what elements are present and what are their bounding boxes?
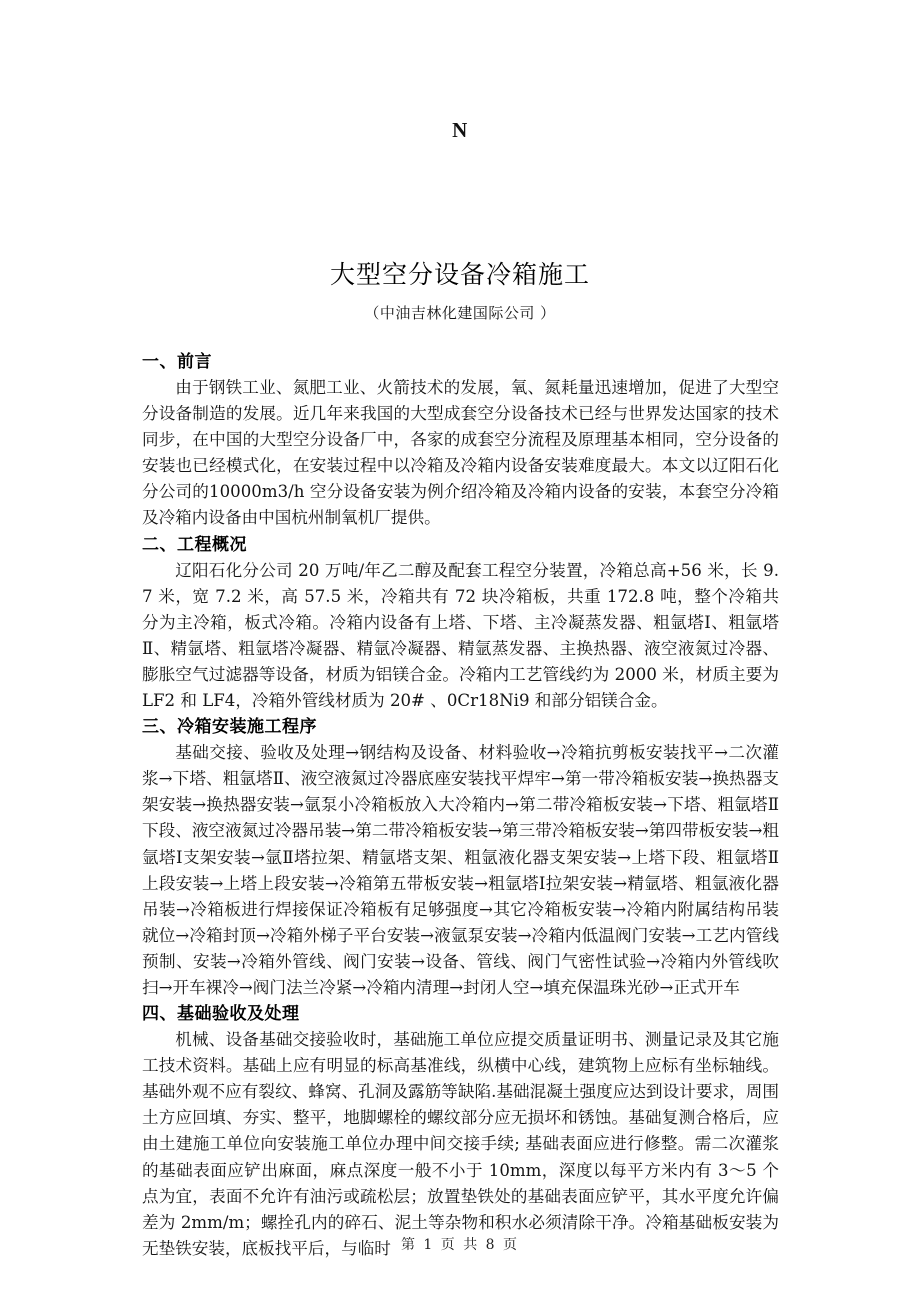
section-paragraph-3: 基础交接、验收及处理→钢结构及设备、材料验收→冷箱抗剪板安装找平→二次灌浆→下塔、粗氩塔Ⅱ、液空液氮过冷器底座安装找平焊牢→第一带冷箱板安装→换热器支架安装→换热器安装→氩泵小冷箱板放入大冷箱内→第二带冷箱板安装→下塔、粗氩塔Ⅱ下段、液空液氮过冷器吊装→第二带冷箱板安装→第三带冷箱板安装→第四带板安装→粗氩塔Ⅰ支架安装→氩Ⅱ塔拉架、精氩塔支架、粗氩液化器支架安装→上塔下段、粗氩塔Ⅱ上段安装→上塔上段安装→冷箱第五带板安装→粗氩塔Ⅰ拉架安装→精氩塔、粗氩液化器吊装→冷箱板进行焊接保证冷箱板有足够强度→其它冷箱板安装→冷箱内附属结构吊装就位→冷箱封顶→冷箱外梯子平台安装→液氩泵安装→冷箱内低温阀门安装→工艺内管线预制、安装→冷箱外管线、阀门安装→设备、管线、阀门气密性试验→冷箱内外管线吹扫→开车裸冷→阀门法兰冷紧→冷箱内清理→封闭人空→填充保温珠光砂→正式开车 xyxy=(142,743,779,997)
document-body xyxy=(142,349,779,1262)
section-paragraph-4: 机械、设备基础交接验收时，基础施工单位应提交质量证明书、测量记录及其它施工技术资料。基础上应有明显的标高基准线，纵横中心线，建筑物上应标有坐标轴线。基础外观不应有裂纹、蜂窝、孔洞及露筋等缺陷.基础混凝土强度应达到设计要求，周围土方应回填、夯实、整平，地脚螺栓的螺纹部分应无损坏和锈蚀。基础复测合格后，应由土建施工单位向安装施工单位办理中间交接手续; 基础表面应进行修整。需二次灌浆的基础表面应铲出麻面，麻点深度一般不小于 10mm，深度以每平方米内有 3～5 个点为宜，表面不允许有油污或疏松层；放置垫铁处的基础表面应铲平，其水平度允许偏差为 2mm/m；螺拴孔内的碎石、泥土等杂物和积水必须清除干净。冷箱基础板安装为无垫铁安装，底板找平后，与临时 xyxy=(142,1030,779,1258)
section-paragraph-1: 由于钢铁工业、氮肥工业、火箭技术的发展，氧、氮耗量迅速增加，促进了大型空分设备制造的发展。近几年来我国的大型成套空分设备技术已经与世界发达国家的技术同步，在中国的大型空分设备厂中，各家的成套空分流程及原理基本相同，空分设备的安装也已经模式化，在安装过程中以冷箱及冷箱内设备安装难度最大。本文以辽阳石化分公司的10000m3/h 空分设备安装为例介绍冷箱及冷箱内设备的安装，本套空分冷箱及冷箱内设备由中国杭州制氧机厂提供。 xyxy=(142,378,779,528)
section-paragraph-2: 辽阳石化分公司 20 万吨/年乙二醇及配套工程空分装置，冷箱总高+56 米，长 9.7 米，宽 7.2 米，高 57.5 米，冷箱共有 72 块冷箱板，共重 172.8 吨，整个冷箱共分为主冷箱，板式冷箱。冷箱内设备有上塔、下塔、主冷凝蒸发器、粗氩塔Ⅰ、粗氩塔Ⅱ、精氩塔、粗氩塔冷凝器、精氩冷凝器、精氩蒸发器、主换热器、液空液氮过冷器、膨胀空气过滤器等设备，材质为铝镁合金。冷箱内工艺管线约为 2000 米，材质主要为 LF2 和 LF4，冷箱外管线材质为 20# 、0Cr18Ni9 和部分铝镁合金。 xyxy=(142,560,779,711)
section-heading-2: 二、工程概况 xyxy=(142,534,247,555)
section-heading-4: 四、基础验收及处理 xyxy=(142,1004,300,1025)
page-subtitle: （中油吉林化建国际公司 ） xyxy=(364,304,556,322)
running-header-mark: N xyxy=(452,118,468,142)
page-footer: 第 1 页 共 8 页 xyxy=(400,1237,520,1253)
page-title: 大型空分设备冷箱施工 xyxy=(329,260,590,289)
section-heading-1: 一、前言 xyxy=(142,352,212,372)
section-heading-3: 三、冷箱安装施工程序 xyxy=(142,717,317,738)
title-block xyxy=(0,258,920,324)
